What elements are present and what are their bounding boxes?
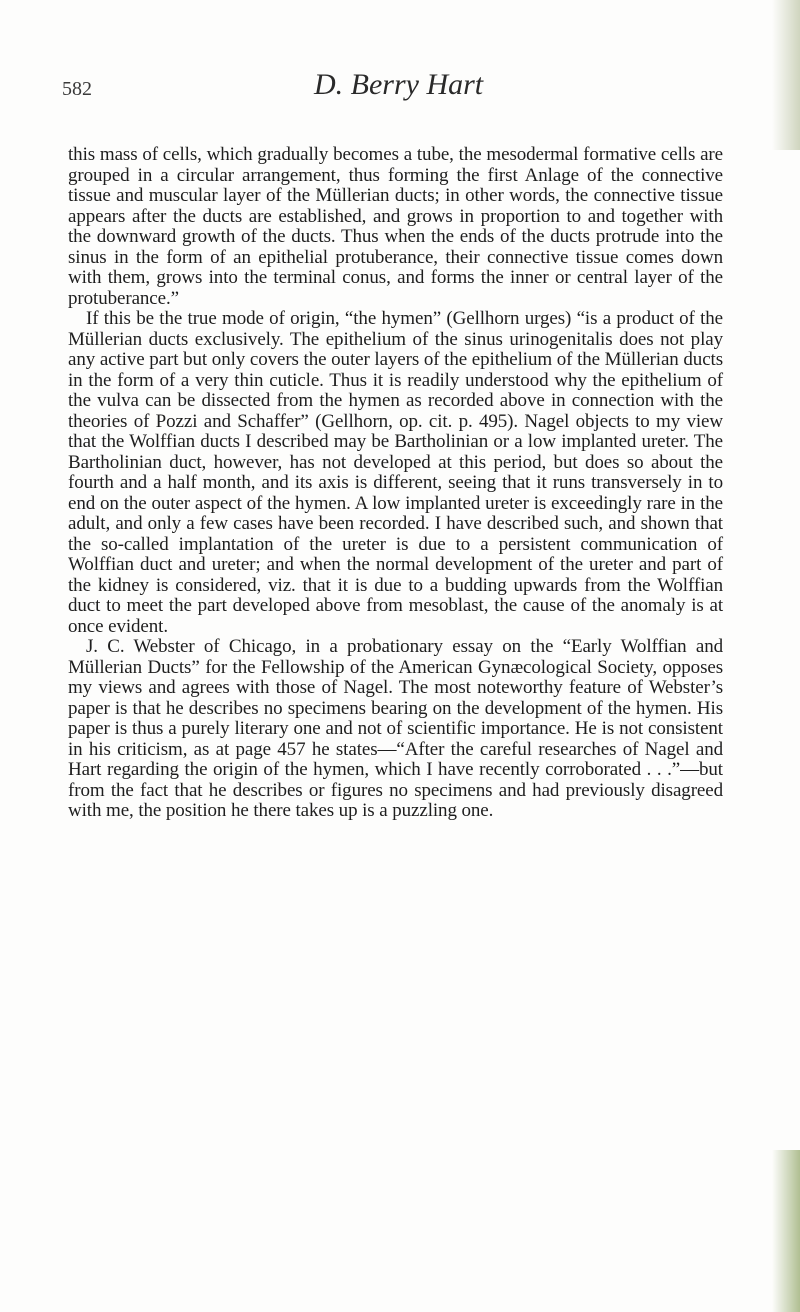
page-edge-shadow [772,0,800,150]
page-edge-shadow [772,1150,800,1312]
running-title: D. Berry Hart [314,68,484,101]
page-number: 582 [62,78,92,100]
page-header [62,68,662,108]
body-text [68,145,723,822]
paragraph: If this be the true mode of origin, “the hymen” (Gellhorn urges) “is a product of the Müllerian ducts exclusively. The epithelium of the sinus urinogenitalis does not play any active part but only covers the outer layers of the epithelium of the Müllerian ducts in the form of a very thin cuticle. Thus it is readily understood why the epithelium of the vulva can be dissected from the hymen as recorded above in connection with the theories of Pozzi and Schaffer” (Gellhorn, op. cit. p. 495). Nagel objects to my view that the Wolffian ducts I described may be Bartholinian or a low implanted ureter. The Bartholinian duct, however, has not developed at this period, but does so about the fourth and a half month, and its axis is different, seeing that it runs transversely in to end on the outer aspect of the hymen. A low implanted ureter is exceedingly rare in the adult, and only a few cases have been recorded. I have described such, and shown that the so-called implantation of the ureter is due to a persistent communication of Wolffian duct and ureter; and when the normal development of the ureter and part of the kidney is considered, viz. that it is due to a budding upwards from the Wolffian duct to meet the part developed above from mesoblast, the cause of the anomaly is at once evident. [68,308,723,637]
paragraph: this mass of cells, which gradually becomes a tube, the mesodermal formative cells are grouped in a circular arrangement, thus forming the first Anlage of the connective tissue and muscular layer of the Müllerian ducts; in other words, the connective tissue appears after the ducts are established, and grows in proportion to and together with the downward growth of the ducts. Thus when the ends of the ducts protrude into the sinus in the form of an epithelial protuberance, their connective tissue comes down with them, grows into the terminal conus, and forms the inner or central layer of the protuberance.” [68,144,723,309]
paragraph: J. C. Webster of Chicago, in a probationary essay on the “Early Wolffian and Müllerian Ducts” for the Fellowship of the American Gynæcological Society, opposes my views and agrees with those of Nagel. The most noteworthy feature of Webster’s paper is that he describes no specimens bearing on the development of the hymen. His paper is thus a purely literary one and not of scientific importance. He is not consistent in his criticism, as at page 457 he states—“After the careful researches of Nagel and Hart regarding the origin of the hymen, which I have recently corroborated . . .”—but from the fact that he describes or figures no specimens and had previously disagreed with me, the position he there takes up is a puzzling one. [68,636,723,821]
